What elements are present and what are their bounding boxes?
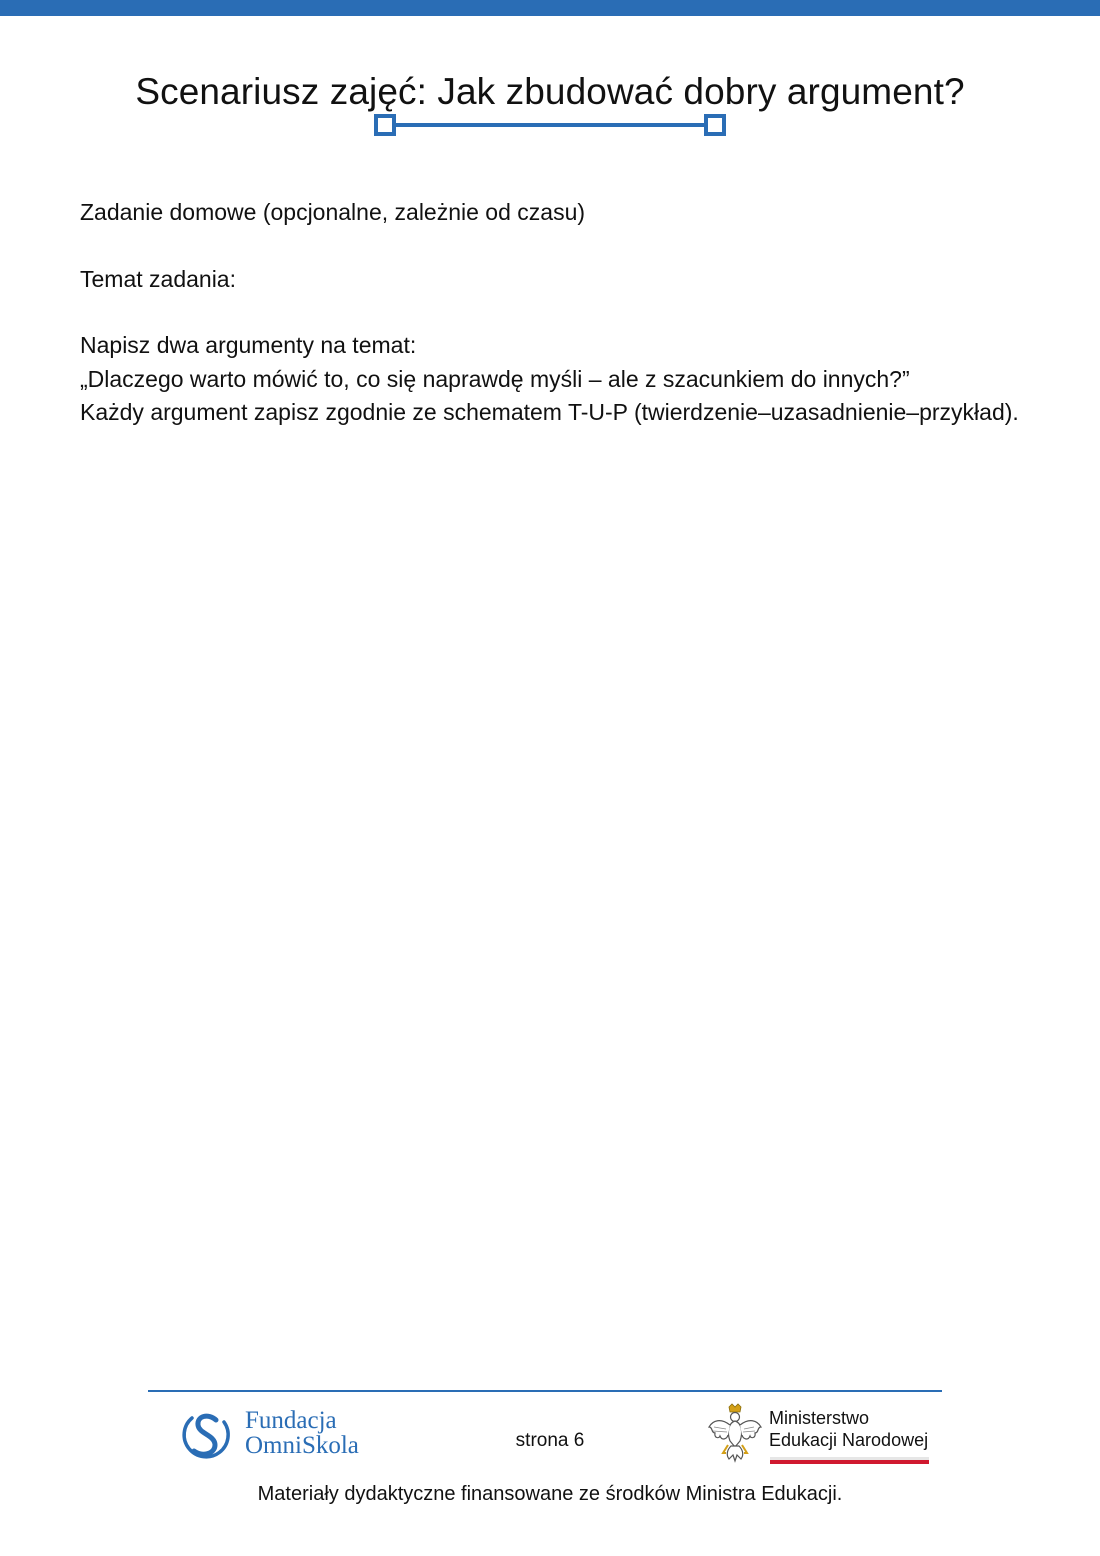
task-quote: „Dlaczego warto mówić to, co się naprawdę myśli – ale z szacunkiem do innych?” <box>80 365 910 392</box>
ministry-logo-line2: Edukacji Narodowej <box>769 1429 929 1450</box>
title-decorative-rule <box>372 112 728 138</box>
task-instruction: Napisz dwa argumenty na temat: <box>80 332 417 358</box>
footer-divider <box>148 1390 942 1392</box>
main-content <box>80 196 1021 430</box>
top-accent-bar <box>0 0 1100 16</box>
ministry-logo <box>706 1403 946 1473</box>
homework-heading: Zadanie domowe (opcjonalne, zależnie od czasu) <box>80 199 586 225</box>
page-title: Scenariusz zajęć: Jak zbudować dobry argument? <box>135 70 965 112</box>
page-number: strona 6 <box>515 1430 585 1451</box>
ministry-logo-line1: Ministerstwo <box>769 1408 870 1428</box>
schema-note: Każdy argument zapisz zgodnie ze schematem T-U-P (twierdzenie–uzasadnienie–przykład). <box>80 399 1019 425</box>
ministry-stripe-red <box>770 1460 929 1464</box>
omniskola-logo-line2: OmniSkola <box>245 1432 359 1459</box>
funding-note: Materiały dydaktyczne finansowane ze środków Ministra Edukacji. <box>257 1483 843 1505</box>
omniskola-logo-line1: Fundacja <box>245 1407 337 1434</box>
task-topic-label: Temat zadania: <box>80 265 236 292</box>
polish-eagle-emblem-icon <box>706 1403 764 1465</box>
